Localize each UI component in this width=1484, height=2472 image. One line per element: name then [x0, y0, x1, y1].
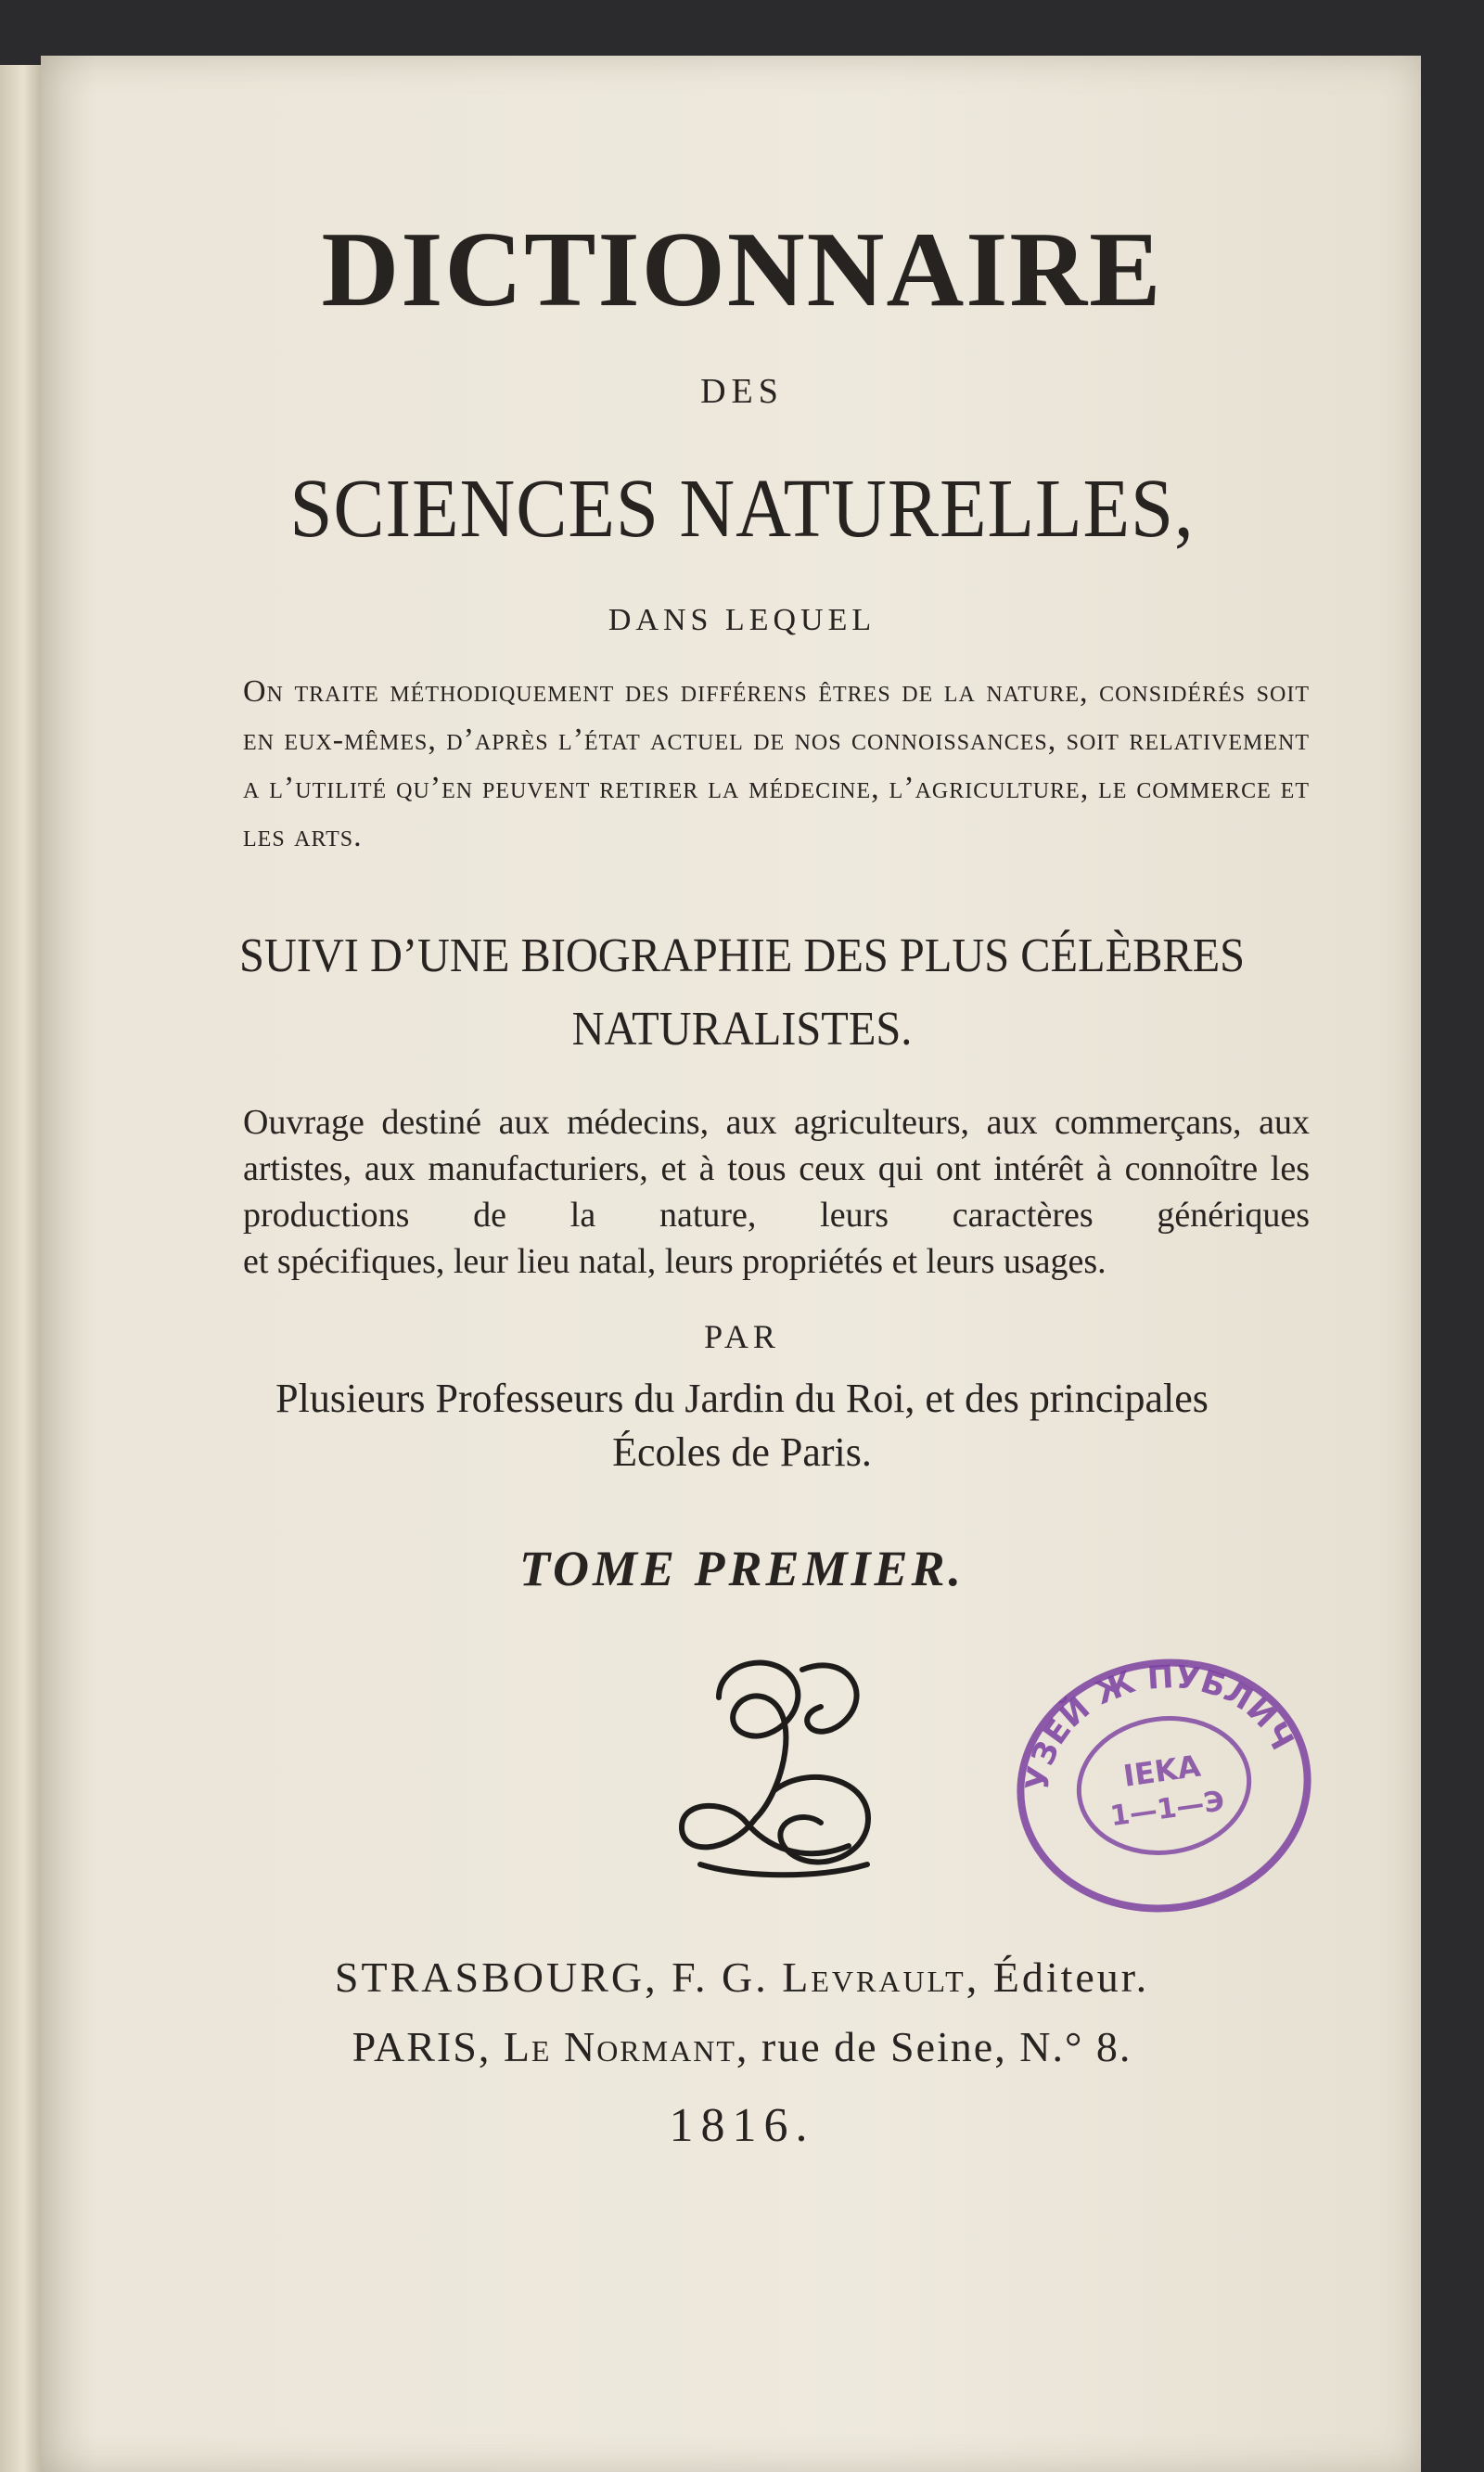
publication-year: 1816.	[669, 2099, 815, 2152]
audience-description-main: Ouvrage destiné aux médecins, aux agriculteurs, aux commerçans, aux artistes, aux manufacturiers, et à tous ceux qui ont intérêt à connoître les productions de la nature, leurs caractères génériques	[243, 1103, 1310, 1235]
monogram-ornament-icon	[663, 1642, 895, 1892]
intro-paragraph: On traite méthodiquement des différens êtres de la nature, considérés soit en eux-mêmes, d’après l’état actuel de nos connoissances, soit relativement a l’utilité qu’en peuvent retirer la médecine, l’agriculture, le commerce et les arts.	[243, 674, 1310, 853]
par-label: PAR	[704, 1318, 780, 1355]
publisher-city-paris: PARIS,	[352, 2023, 504, 2070]
main-title: DICTIONNAIRE	[321, 211, 1163, 329]
publisher-role: , Éditeur.	[966, 1953, 1150, 2001]
biography-heading-line2: NATURALISTES.	[571, 1003, 913, 1056]
publisher-city-strasbourg: STRASBOURG, F. G.	[334, 1953, 783, 2001]
publisher-address: , rue de Seine, N.° 8.	[736, 2023, 1132, 2070]
audience-description-last: et spécifiques, leur lieu natal, leurs propriétés et leurs usages.	[243, 1242, 1107, 1281]
publisher-line2	[0, 2022, 1484, 2071]
title-connector: DES	[700, 372, 784, 411]
volume-label: TOME PREMIER.	[518, 1541, 966, 1596]
subject-title: SCIENCES NATURELLES,	[289, 463, 1195, 555]
audience-description	[243, 1099, 1310, 1285]
publisher-name-lenormant: Le Normant	[503, 2023, 736, 2070]
publisher-name-levrault: Levrault	[782, 1953, 966, 2001]
stamp-top-text: УЗЕЙ Ж ПУБЛИЧ	[1018, 1659, 1301, 1793]
biography-heading-line1: SUIVI D’UNE BIOGRAPHIE DES PLUS CÉLÈBRES	[238, 929, 1246, 982]
stamp-center-line1: IEKA	[1120, 1748, 1203, 1794]
library-stamp	[1006, 1646, 1322, 1925]
authors-line1: Plusieurs Professeurs du Jardin du Roi, et des principales	[275, 1376, 1209, 1421]
dans-lequel-heading: DANS LEQUEL	[608, 603, 876, 637]
publisher-line1	[0, 1953, 1484, 2002]
stamp-center-line2: 1—1—Э	[1107, 1785, 1227, 1834]
authors-line2: Écoles de Paris.	[612, 1429, 872, 1475]
